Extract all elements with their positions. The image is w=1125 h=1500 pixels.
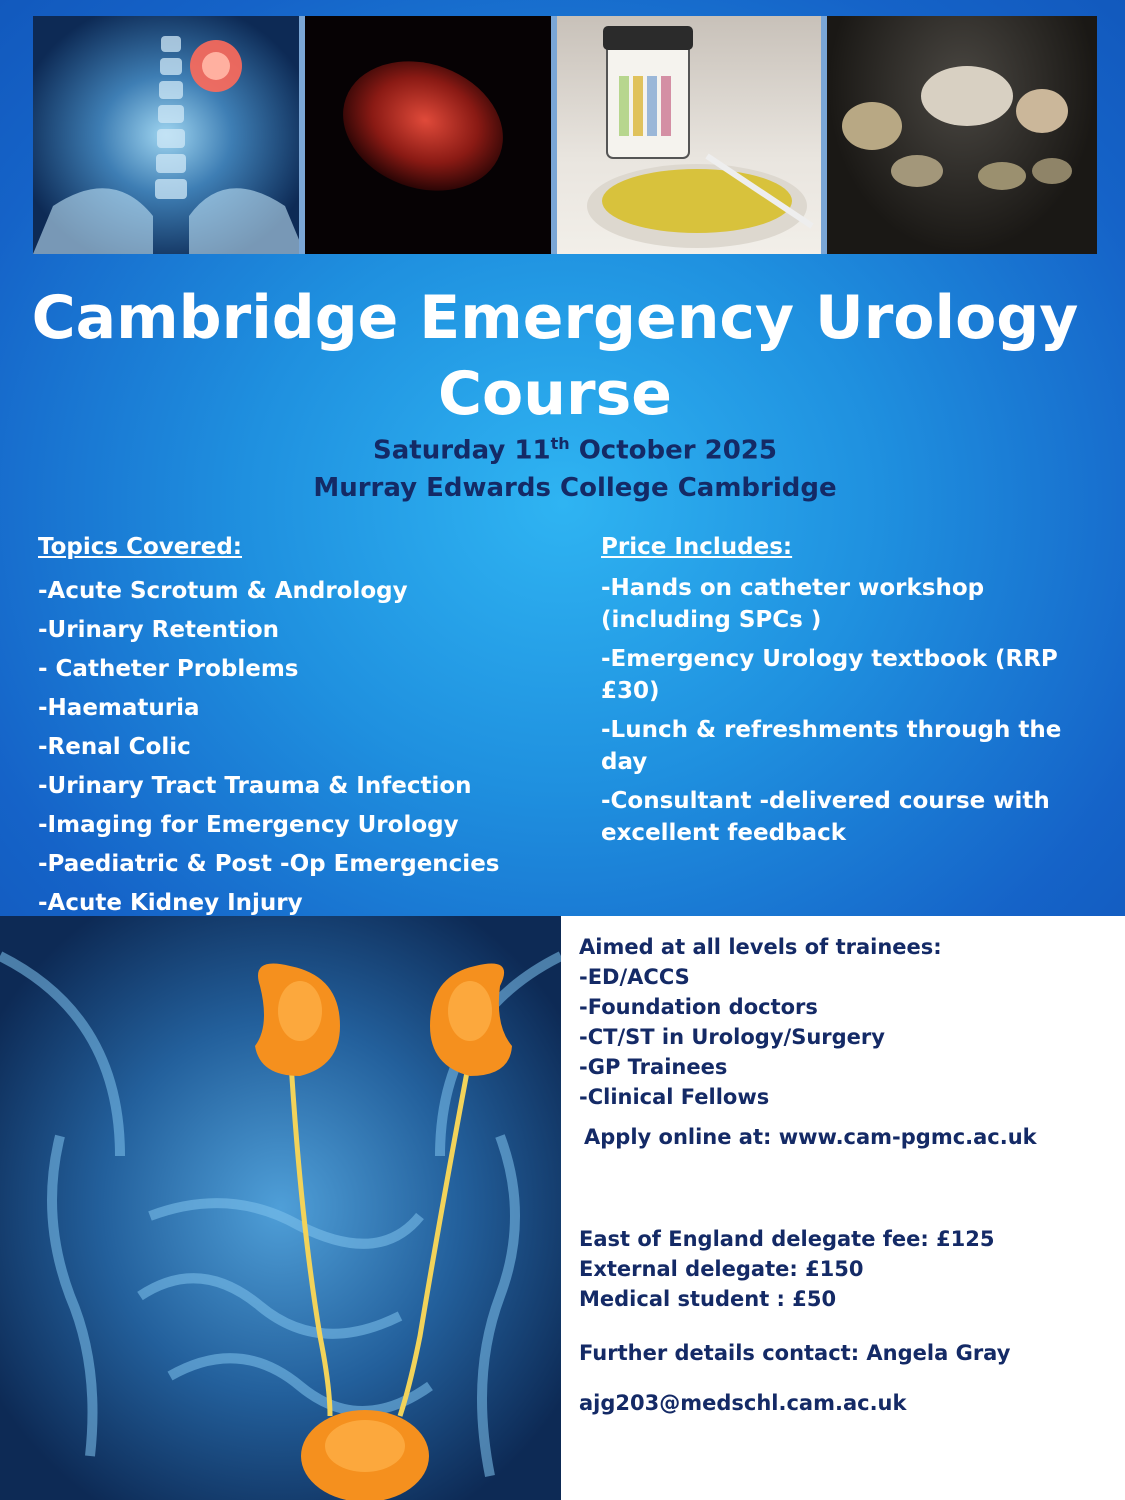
fees-list — [579, 1224, 1109, 1314]
urine-test-photo — [557, 16, 827, 254]
kidney-photo — [305, 16, 557, 254]
topic-item: -Paediatric & Post -Op Emergencies — [38, 851, 500, 877]
fee-item: External delegate: £150 — [579, 1257, 864, 1281]
price-heading: Price Includes: — [601, 534, 793, 560]
audience-item: -ED/ACCS — [579, 965, 690, 989]
price-section — [601, 532, 1071, 856]
course-title-line2: Course — [438, 359, 672, 429]
topic-item: - Catheter Problems — [38, 656, 299, 682]
price-item: -Consultant -delivered course with excellent feedback — [601, 788, 1050, 846]
audience-heading: Aimed at all levels of trainees: — [579, 935, 942, 959]
fee-item: East of England delegate fee: £125 — [579, 1227, 995, 1251]
topic-item: -Renal Colic — [38, 734, 191, 760]
topic-item: -Imaging for Emergency Urology — [38, 812, 459, 838]
topic-item: -Urinary Tract Trauma & Infection — [38, 773, 472, 799]
contact-text: Further details contact: Angela Gray — [579, 1341, 1011, 1365]
course-title-line1: Cambridge Emergency Urology — [31, 283, 1079, 353]
course-venue: Murray Edwards College Cambridge — [313, 473, 837, 503]
topics-heading: Topics Covered: — [38, 534, 242, 560]
photo-strip — [33, 16, 1097, 254]
topic-item: -Haematuria — [38, 695, 200, 721]
price-item: -Lunch & refreshments through the day — [601, 717, 1062, 775]
audience-item: -GP Trainees — [579, 1055, 728, 1079]
topic-item: -Acute Kidney Injury — [38, 890, 303, 916]
kidney-stones-photo — [827, 16, 1097, 254]
price-item: -Hands on catheter workshop (including SPCs ) — [601, 575, 985, 633]
topic-item: -Urinary Retention — [38, 617, 280, 643]
course-title — [0, 280, 1110, 432]
xray-photo — [33, 16, 305, 254]
apply-online-link[interactable]: Apply online at: www.cam-pgmc.ac.uk — [584, 1125, 1037, 1149]
date-rest: October 2025 — [569, 435, 777, 466]
course-date — [0, 434, 1125, 466]
topic-item: -Acute Scrotum & Andrology — [38, 578, 408, 604]
audience-item: -CT/ST in Urology/Surgery — [579, 1025, 885, 1049]
price-item: -Emergency Urology textbook (RRP £30) — [601, 646, 1058, 704]
urinary-tract-illustration — [0, 916, 561, 1500]
date-prefix: Saturday 11 — [373, 435, 551, 466]
audience-item: -Foundation doctors — [579, 995, 818, 1019]
date-suffix: th — [550, 434, 570, 453]
topics-section — [38, 532, 578, 923]
contact-email-link[interactable]: ajg203@medschl.cam.ac.uk — [579, 1391, 907, 1415]
audience-item: -Clinical Fellows — [579, 1085, 770, 1109]
fee-item: Medical student : £50 — [579, 1287, 837, 1311]
info-panel — [579, 932, 1109, 1418]
